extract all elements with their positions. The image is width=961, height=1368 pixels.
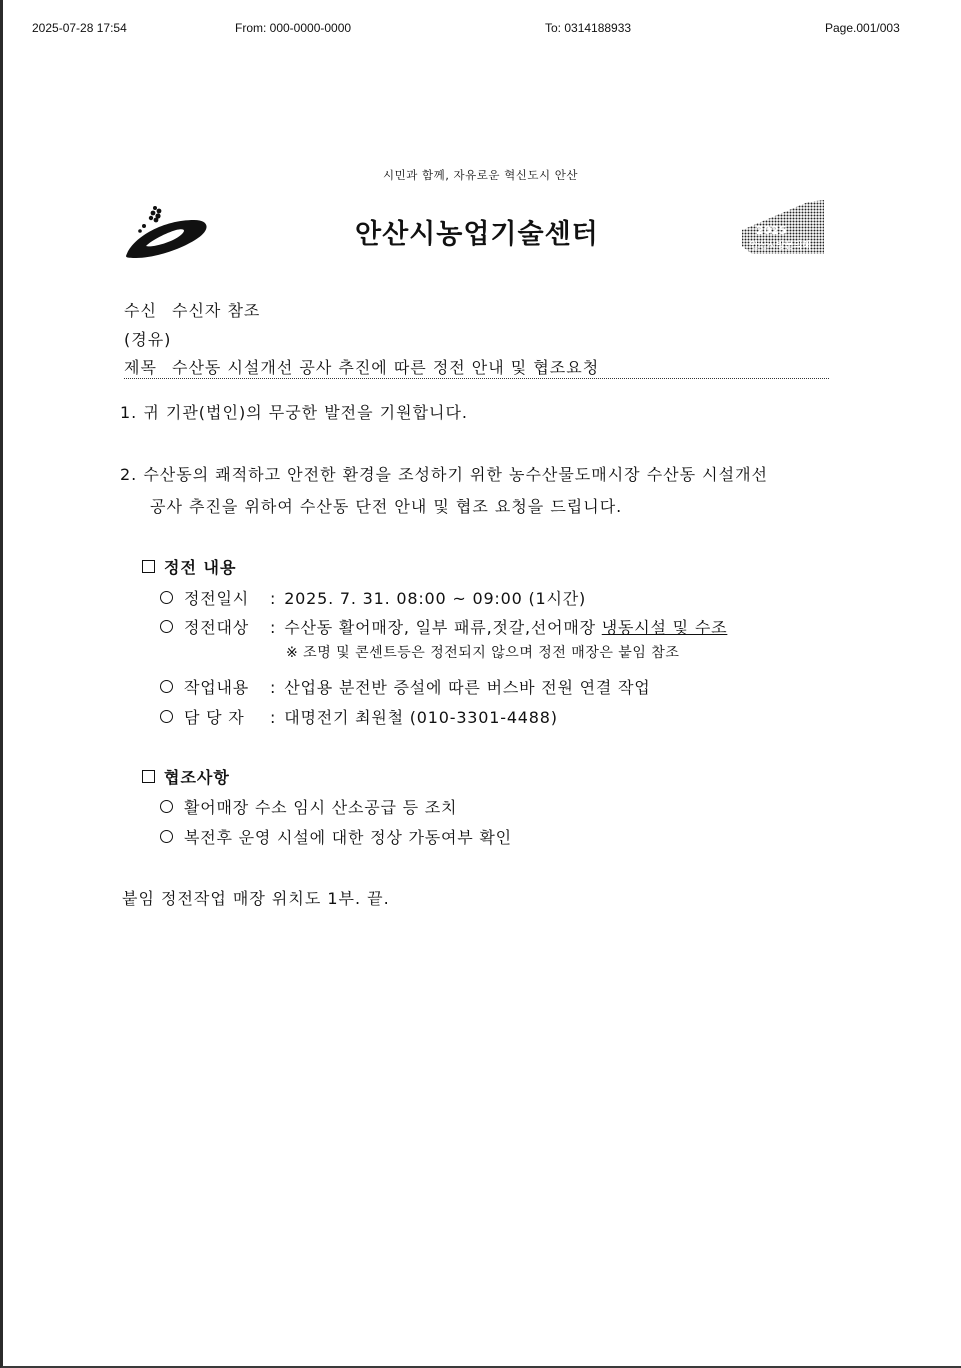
circle-bullet-icon xyxy=(160,680,173,693)
circle-bullet-icon xyxy=(160,800,173,813)
paragraph-2-line-2: 공사 추진을 위하여 수산동 단전 안내 및 협조 요청을 드립니다. xyxy=(150,497,623,516)
outage-item: 담 당 자 : 대명전기 최원철 (010-3301-4488) xyxy=(160,705,558,728)
receiver-label: 수신 xyxy=(124,301,157,320)
cooperation-item xyxy=(160,825,512,848)
subject-label: 제목 xyxy=(124,358,157,377)
attachment-line: 붙임 정전작업 매장 위치도 1부. 끝. xyxy=(122,889,390,908)
outage-item-label: 작업내용 xyxy=(184,678,250,697)
circle-bullet-icon xyxy=(160,830,173,843)
section-outage-heading xyxy=(142,555,236,578)
outage-note: ※ 조명 및 콘센트등은 정전되지 않으며 정전 매장은 붙임 참조 xyxy=(286,645,680,661)
outage-item-value-underlined: 냉동시설 및 수조 xyxy=(601,618,728,637)
outage-item-label: 정전대상 xyxy=(184,618,250,637)
outage-item-label: 담 당 자 xyxy=(184,708,245,727)
cooperation-item-text: 활어매장 수소 임시 산소공급 등 조치 xyxy=(184,798,458,817)
slogan: 시민과 함께, 자유로운 혁신도시 안산 xyxy=(383,168,578,182)
cooperation-item xyxy=(160,795,457,818)
outage-item-label: 정전일시 xyxy=(184,589,250,608)
subject-value: 수산동 시설개선 공사 추진에 따른 정전 안내 및 협조요청 xyxy=(172,358,600,377)
outage-item: 정전일시 : 2025. 7. 31. 08:00 ~ 09:00 (1시간) xyxy=(160,586,586,609)
visit-year-emblem-icon xyxy=(738,196,828,256)
paragraph-1: 1. 귀 기관(법인)의 무궁한 발전을 기원합니다. xyxy=(120,403,469,422)
paragraph-2-line-1: 2. 수산동의 쾌적하고 안전한 환경을 조성하기 위한 농수산물도매시장 수산동 시설개선 xyxy=(120,465,768,484)
circle-bullet-icon xyxy=(160,620,173,633)
outage-item: 정전대상 : 수산동 활어매장, 일부 패류,젓갈,선어매장 냉동시설 및 수조 xyxy=(160,615,727,638)
receiver-value: 수신자 참조 xyxy=(172,301,261,320)
receiver-line xyxy=(124,298,260,321)
section-outage-title: 정전 내용 xyxy=(164,558,237,577)
circle-bullet-icon xyxy=(160,591,173,604)
outage-item: 작업내용 : 산업용 분전반 증설에 따른 버스바 전원 연결 작업 xyxy=(160,675,651,698)
emblem-title: 안산시방문의해 xyxy=(750,241,811,251)
outage-item-value: 수산동 활어매장, 일부 패류,젓갈,선어매장 xyxy=(284,618,602,637)
outage-item-value: 대명전기 최원철 (010-3301-4488) xyxy=(284,708,558,727)
fax-datetime: 2025-07-28 17:54 xyxy=(32,21,127,35)
outage-item-value: 2025. 7. 31. 08:00 ~ 09:00 (1시간) xyxy=(284,589,587,608)
organization-name: 안산시농업기술센터 xyxy=(355,219,599,250)
section-cooperation-title: 협조사항 xyxy=(164,768,230,787)
circle-bullet-icon xyxy=(160,710,173,723)
section-cooperation-heading xyxy=(142,765,230,788)
fax-page: Page.001/003 xyxy=(825,21,900,35)
outage-item-value: 산업용 분전반 증설에 따른 버스바 전원 연결 작업 xyxy=(284,678,651,697)
emblem-year: 2025 xyxy=(756,224,787,237)
checkbox-square-icon xyxy=(142,560,155,573)
subject-line xyxy=(124,355,599,378)
fax-from: From: 000-0000-0000 xyxy=(235,21,352,35)
city-logo-icon xyxy=(122,200,212,262)
via-line: (경유) xyxy=(124,330,172,349)
fax-to: To: 0314188933 xyxy=(545,21,632,35)
subject-divider xyxy=(124,378,829,379)
checkbox-square-icon xyxy=(142,770,155,783)
cooperation-item-text: 복전후 운영 시설에 대한 정상 가동여부 확인 xyxy=(184,828,512,847)
